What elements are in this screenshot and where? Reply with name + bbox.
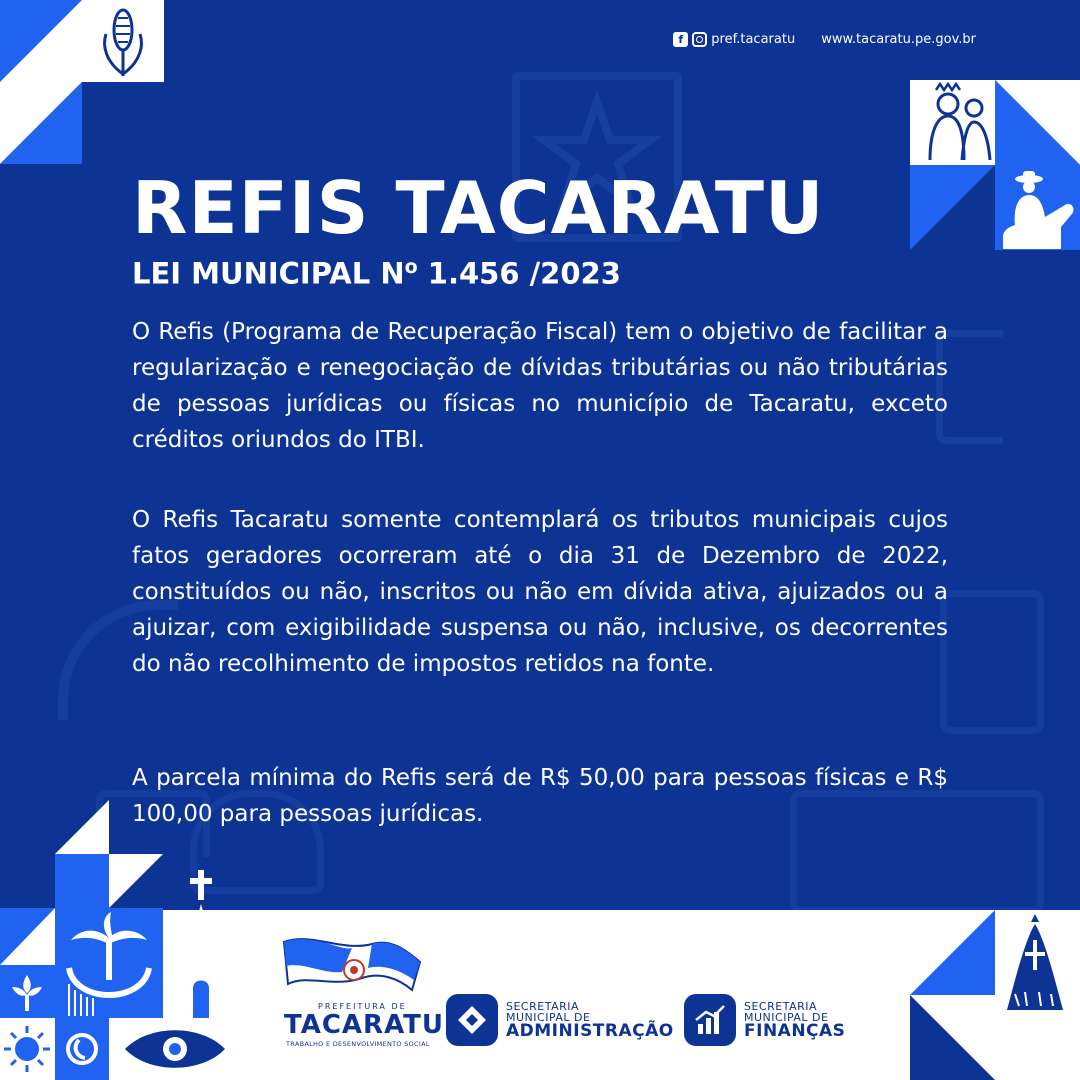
administracao-badge	[446, 994, 498, 1046]
facebook-icon[interactable]: f	[673, 32, 688, 47]
secretaria-administracao-logo	[446, 994, 674, 1046]
moon-tile	[55, 1018, 109, 1080]
prefeitura-line1: PREFEITURA DE	[318, 1002, 407, 1011]
prefeitura-name: TACARATU	[284, 1010, 445, 1040]
palm-tile	[55, 908, 163, 1018]
prefeitura-tagline: TRABALHO E DESENVOLVIMENTO SOCIAL	[286, 1040, 430, 1048]
sun-tile	[0, 1018, 55, 1080]
bottom-left-decoration	[0, 800, 240, 1080]
corn-icon	[82, 0, 164, 82]
saint-tile	[995, 910, 1080, 1080]
adm-line3: ADMINISTRAÇÃO	[506, 1020, 674, 1041]
moon-icon	[55, 1018, 109, 1080]
adm-line2: MUNICIPAL DE	[506, 1010, 591, 1024]
saint-statue-icon	[995, 910, 1080, 1080]
fin-line2: MUNICIPAL DE	[744, 1010, 829, 1024]
paragraph-scope: O Refis Tacaratu somente contemplará os tributos municipais cujos fatos geradores ocorreram até o dia 31 de Dezembro de 2022, constituídos ou não, inscritos ou não em dívida ativa, ajuizados ou a ajuizar, com exigibilidade suspensa ou não, inclusive, os decorrentes do não recolhimento de impostos retidos na fonte.	[132, 507, 948, 677]
palm-tree-icon	[55, 908, 163, 1018]
financas-badge	[684, 994, 736, 1046]
paragraph-objective: O Refis (Programa de Recuperação Fiscal) tem o objetivo de facilitar a regularização e renegociação de dívidas tributárias ou não tributárias de pessoas jurídicas ou físicas no município de Tacaratu, exceto créditos oriundos do ITBI.	[132, 319, 948, 453]
prefeitura-logo	[272, 932, 445, 1052]
diamond-arrows-icon	[452, 1000, 492, 1040]
corn-tile	[82, 0, 164, 82]
church-icon	[163, 860, 240, 1018]
law-subtitle	[132, 258, 621, 289]
eye-tile	[109, 1018, 240, 1080]
social-links[interactable]	[673, 32, 795, 47]
secretaria-financas-logo	[684, 994, 845, 1046]
top-left-decoration	[0, 0, 170, 165]
right-decoration	[910, 80, 1080, 250]
website-link[interactable]: www.tacaratu.pe.gov.br	[821, 32, 976, 47]
bottom-right-decoration	[910, 910, 1080, 1080]
law-prefix: LEI MUNICIPAL N	[132, 256, 405, 291]
crowned-figures-icon	[910, 80, 995, 165]
adm-line1: SECRETARIA	[506, 999, 580, 1013]
tacaratu-flag-icon	[272, 932, 432, 1012]
fin-line1: SECRETARIA	[744, 999, 818, 1013]
rider-tile	[995, 165, 1080, 250]
law-number: 1.456 /2023	[417, 256, 621, 291]
paragraph-installment: A parcela mínima do Refis será de R$ 50,00 para pessoas físicas e R$ 100,00 para pessoas jurídicas.	[132, 765, 948, 827]
bg-frame-right-2	[940, 590, 1044, 734]
flower-icon	[0, 965, 55, 1018]
instagram-icon[interactable]	[692, 32, 707, 47]
fin-line3: FINANÇAS	[744, 1020, 846, 1041]
church-tile	[163, 860, 240, 1018]
social-handle[interactable]: pref.tacaratu	[711, 32, 796, 47]
figures-tile	[910, 80, 995, 165]
page-title: REFIS TACARATU	[132, 166, 825, 250]
law-ordinal: o	[404, 256, 418, 278]
sun-icon	[0, 1018, 55, 1080]
eye-icon	[109, 1018, 240, 1080]
flower-tile	[0, 965, 55, 1018]
bar-chart-icon	[690, 1000, 730, 1040]
horse-rider-icon	[995, 165, 1080, 250]
contact-bar	[673, 32, 976, 47]
